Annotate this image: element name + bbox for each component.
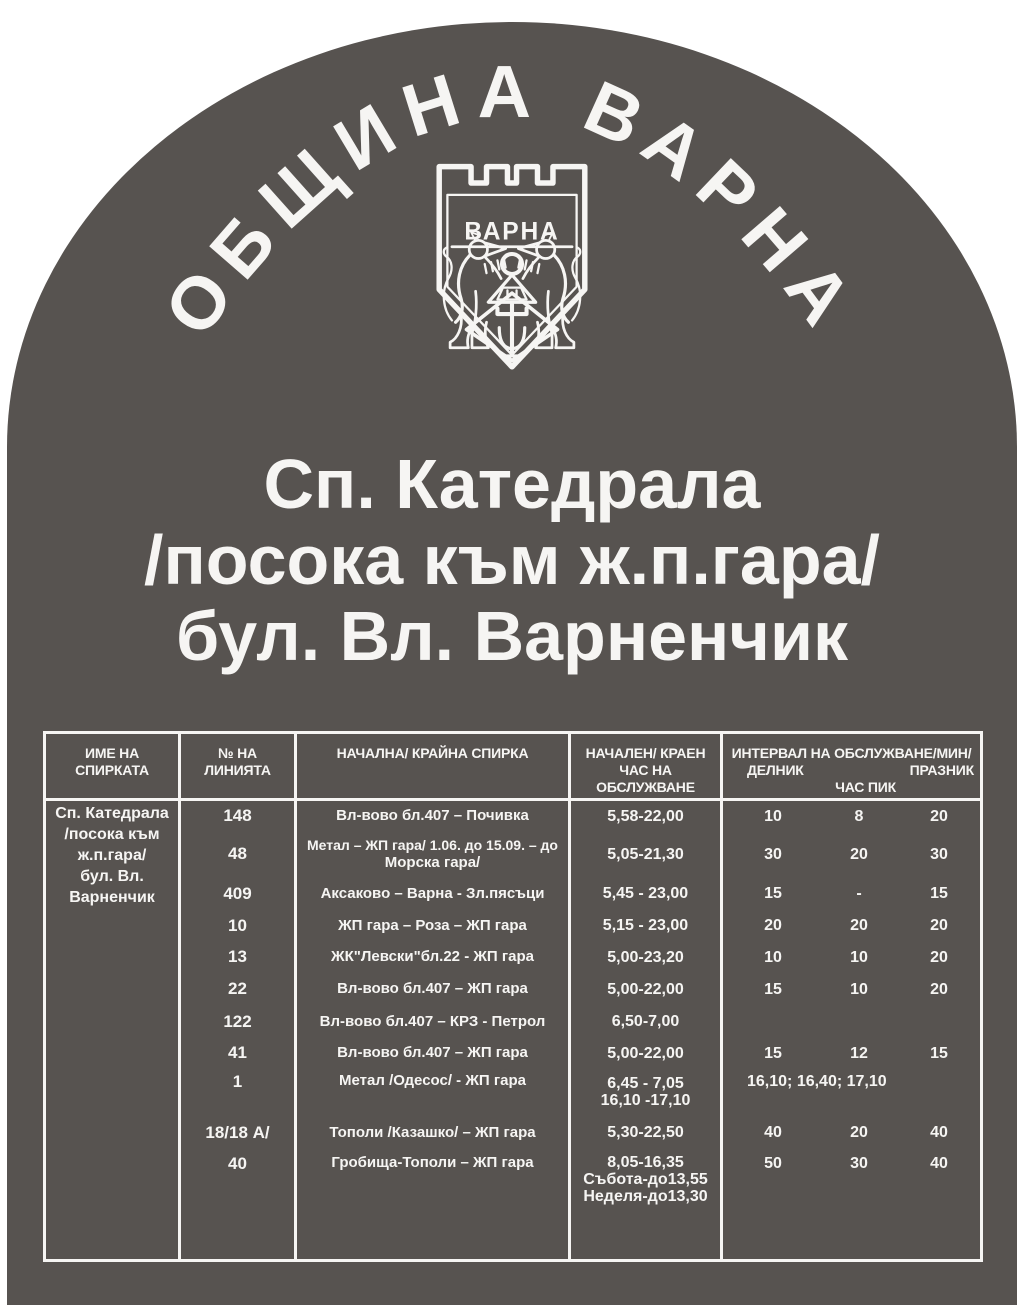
stop-title-line2: /посока към ж.п.гара/	[144, 521, 880, 599]
stop-name-line: бул. Вл.	[80, 868, 144, 885]
line-number-cell: 18/18 А/	[205, 1122, 270, 1142]
interval-peak: 20	[850, 917, 868, 934]
interval-weekday: 50	[764, 1155, 782, 1172]
hours-line: 5,45 - 23,00	[602, 885, 689, 902]
bus-stop-sign-board	[7, 22, 1017, 1305]
varna-coat-of-arms-icon	[421, 153, 603, 375]
stop-name-cell	[46, 801, 178, 1262]
route-column	[294, 801, 568, 1262]
interval-holiday: 15	[930, 1044, 948, 1062]
stop-title-line3: бул. Вл. Варненчик	[175, 597, 849, 675]
route-cell	[297, 910, 568, 941]
hours-cell	[571, 941, 720, 973]
interval-holiday: 30	[930, 845, 948, 863]
interval-cell	[723, 941, 980, 973]
interval-holiday: 20	[930, 948, 948, 966]
line-number-cell: 122	[223, 1011, 252, 1031]
hours-line: 8,05-16,35	[607, 1154, 684, 1171]
line-number-cell: 40	[228, 1154, 247, 1173]
route-line: Вл-вово бл.407 – ЖП гара	[337, 1044, 528, 1061]
table-body	[46, 801, 980, 1262]
line-number-cell: 1	[232, 1072, 243, 1091]
stop-name-line: /посока към	[64, 826, 160, 843]
interval-cell	[723, 877, 980, 910]
hours-line: 6,45 - 7,05	[607, 1074, 684, 1092]
hours-line: 16,10 -17,10	[600, 1091, 691, 1109]
route-cell	[297, 877, 568, 910]
route-line: Тополи /Казашко/ – ЖП гара	[329, 1123, 536, 1141]
header-weekday: ДЕЛНИК	[747, 762, 804, 778]
interval-holiday: 40	[930, 1155, 948, 1172]
route-cell	[297, 941, 568, 973]
hours-line: 6,50-7,00	[611, 1013, 680, 1030]
interval-cell	[723, 1005, 980, 1038]
interval-weekday: 15	[764, 980, 782, 998]
header-interval: ИНТЕРВАЛ НА ОБСЛУЖВАНЕ/МИН/ ДЕЛНИК ПРАЗНИК ЧАС ПИК	[720, 734, 980, 798]
interval-cell	[723, 1115, 980, 1150]
interval-weekday: 15	[764, 1044, 782, 1062]
stop-title	[7, 446, 1017, 674]
municipality-name: ОБЩИНА ВАРНА	[148, 49, 876, 351]
hours-cell	[571, 1150, 720, 1262]
route-line: Вл-вово бл.407 – ЖП гара	[337, 980, 528, 997]
schedule-table	[43, 731, 983, 1262]
hours-cell	[571, 1038, 720, 1068]
hours-line: 5,15 - 23,00	[602, 917, 689, 934]
interval-holiday: 20	[930, 807, 948, 825]
route-line: Вл-вово бл.407 – КРЗ - Петрол	[319, 1012, 546, 1030]
route-line: ЖП гара – Роза – ЖП гара	[338, 916, 527, 934]
line-number-cell: 41	[228, 1043, 247, 1062]
interval-cell	[723, 910, 980, 941]
route-cell	[297, 973, 568, 1005]
interval-peak: 20	[850, 845, 868, 863]
header-hours: НАЧАЛЕН/ КРАЕН ЧАС НА ОБСЛУЖВАНЕ	[568, 734, 720, 798]
hours-cell	[571, 910, 720, 941]
route-line: Морска гара/	[384, 854, 481, 871]
interval-peak: 10	[850, 980, 868, 998]
header-route: НАЧАЛНА/ КРАЙНА СПИРКА	[294, 734, 568, 798]
hours-line: Неделя-до13,30	[583, 1188, 708, 1205]
stop-name-line: Варненчик	[69, 889, 155, 906]
interval-span-text: 16,10; 16,40; 17,10	[747, 1073, 887, 1090]
interval-holiday: 20	[930, 980, 948, 998]
route-line: ЖК"Левски"бл.22 - ЖП гара	[331, 948, 534, 965]
header-peak: ЧАС ПИК	[835, 779, 896, 795]
route-line: Гробища-Тополи – ЖП гара	[331, 1154, 534, 1171]
route-line: Метал – ЖП гара/ 1.06. до 15.09. – до	[307, 837, 558, 853]
route-cell	[297, 1115, 568, 1150]
interval-peak: 10	[850, 948, 868, 966]
header-line-number: № НА ЛИНИЯТА	[178, 734, 294, 798]
interval-cell	[723, 801, 980, 831]
route-cell	[297, 1150, 568, 1262]
stop-name-line: ж.п.гара/	[77, 847, 147, 864]
route-cell	[297, 1005, 568, 1038]
line-number-cell: 148	[223, 806, 252, 825]
hours-cell	[571, 1068, 720, 1115]
interval-holiday: 15	[930, 885, 948, 902]
route-cell	[297, 831, 568, 877]
interval-weekday: 10	[764, 948, 782, 966]
interval-peak: -	[856, 885, 862, 902]
hours-cell	[571, 831, 720, 877]
interval-column	[720, 801, 980, 1262]
route-line: Вл-вово бл.407 – Почивка	[336, 807, 529, 824]
interval-weekday: 30	[764, 845, 782, 863]
hours-line: 5,58-22,00	[607, 807, 684, 825]
interval-cell	[723, 1068, 980, 1115]
interval-weekday: 10	[764, 807, 782, 825]
interval-weekday: 40	[764, 1124, 782, 1141]
interval-weekday: 15	[764, 885, 782, 902]
hours-line: 5,00-22,00	[607, 1044, 684, 1062]
hours-line: 5,30-22,50	[607, 1124, 684, 1141]
interval-holiday: 20	[930, 917, 948, 934]
line-number-cell: 13	[228, 947, 247, 966]
emblem-label: ВАРНА	[464, 218, 560, 246]
interval-holiday: 40	[930, 1124, 948, 1141]
line-number-cell: 10	[228, 915, 247, 935]
interval-cell	[723, 1038, 980, 1068]
stop-name-line: Сп. Катедрала	[55, 805, 169, 822]
hours-cell	[571, 1005, 720, 1038]
stop-title-line1: Сп. Катедрала	[263, 445, 761, 523]
line-number-cell: 22	[228, 979, 247, 998]
header-holiday: ПРАЗНИК	[909, 762, 974, 778]
route-line: Аксаково – Варна - Зл.пясъци	[320, 884, 545, 902]
route-cell	[297, 1068, 568, 1115]
interval-peak: 30	[850, 1155, 868, 1172]
header-stop-name: ИМЕ НА СПИРКАТА	[75, 745, 149, 778]
line-number-column	[178, 801, 294, 1262]
interval-cell	[723, 831, 980, 877]
hours-column	[568, 801, 720, 1262]
line-number-cell: 48	[228, 844, 247, 863]
interval-cell	[723, 973, 980, 1005]
table-header-row	[46, 734, 980, 801]
hours-line: 5,00-23,20	[607, 948, 684, 966]
route-cell	[297, 1038, 568, 1068]
interval-cell	[723, 1150, 980, 1262]
hours-line: 5,00-22,00	[607, 980, 684, 998]
route-cell	[297, 801, 568, 831]
hours-line: Събота-до13,55	[583, 1171, 708, 1188]
interval-weekday: 20	[764, 917, 782, 934]
hours-cell	[571, 801, 720, 831]
line-number-cell: 409	[223, 883, 252, 903]
interval-peak: 12	[850, 1044, 868, 1062]
hours-cell	[571, 877, 720, 910]
hours-line: 5,05-21,30	[607, 845, 684, 863]
hours-cell	[571, 973, 720, 1005]
hours-cell	[571, 1115, 720, 1150]
interval-peak: 8	[854, 807, 864, 825]
interval-peak: 20	[850, 1124, 868, 1141]
route-line: Метал /Одесос/ - ЖП гара	[339, 1072, 526, 1089]
